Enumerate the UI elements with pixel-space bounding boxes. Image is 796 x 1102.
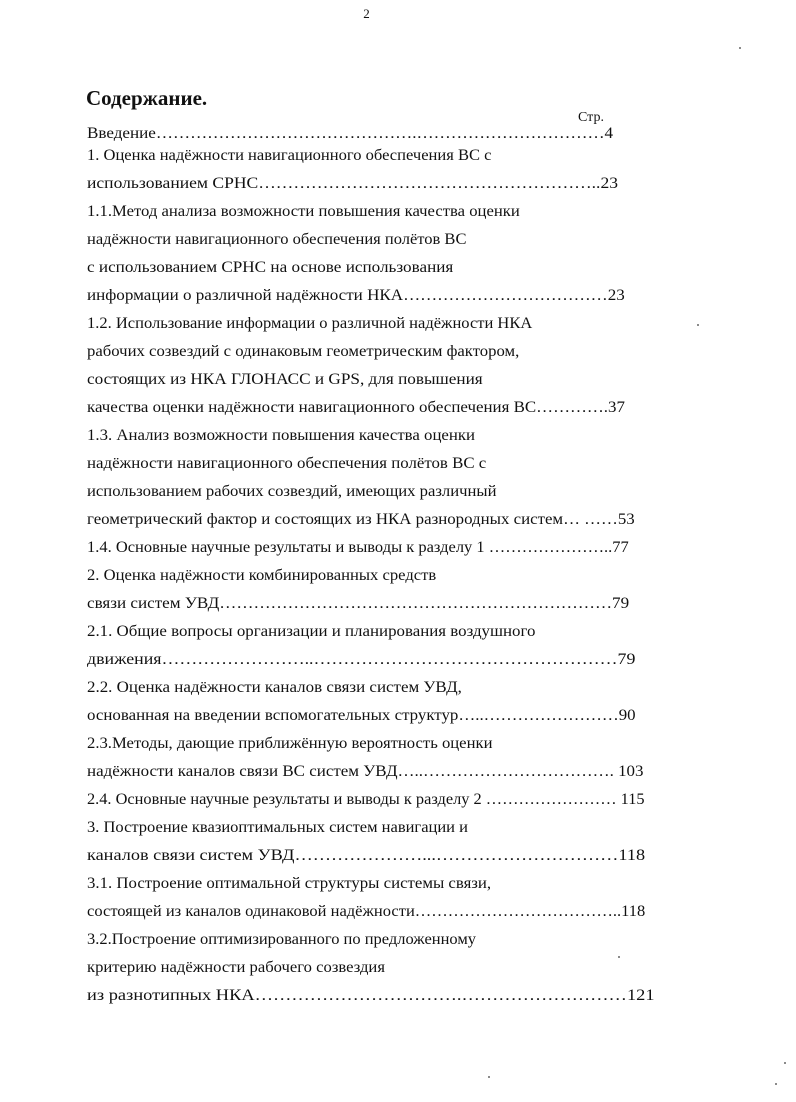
toc-line: 3.1. Построение оптимальной структуры системы связи, bbox=[87, 875, 492, 892]
toc-line: 2.4. Основные научные результаты и выводы к разделу 2 …………………… 115 bbox=[87, 791, 645, 808]
toc-line: основанная на введении вспомогательных структур…..……………………90 bbox=[87, 707, 636, 724]
toc-line: 1.2. Использование информации о различной надёжности НКА bbox=[87, 315, 533, 332]
toc-line: надёжности навигационного обеспечения полётов ВС с bbox=[87, 455, 487, 472]
toc-line: использованием рабочих созвездий, имеющих различный bbox=[87, 483, 497, 500]
page-title: Содержание. bbox=[86, 86, 208, 110]
scan-speck bbox=[739, 47, 741, 49]
toc-line: 1.1.Метод анализа возможности повышения качества оценки bbox=[87, 203, 520, 220]
toc-line: связи систем УВД……………………………………………………………79 bbox=[87, 595, 630, 612]
scan-speck bbox=[618, 956, 620, 958]
scan-speck bbox=[697, 324, 699, 326]
toc-line: 3. Построение квазиоптимальных систем навигации и bbox=[87, 819, 468, 836]
toc-line: 1. Оценка надёжности навигационного обеспечения ВС с bbox=[87, 147, 492, 164]
toc-line: использованием СРНС…………………………………………………..23 bbox=[87, 175, 619, 192]
toc-line: надёжности каналов связи ВС систем УВД…..……………………………. 103 bbox=[87, 763, 644, 780]
toc-line: из разнотипных НКА…………………………….………………………121 bbox=[87, 987, 655, 1004]
toc-line: каналов связи систем УВД…………………...…………………………118 bbox=[87, 847, 646, 864]
toc-line: качества оценки надёжности навигационного обеспечения ВС………….37 bbox=[87, 399, 625, 416]
scan-speck bbox=[784, 1062, 786, 1064]
toc-line: состоящей из каналов одинаковой надёжности………………………………..118 bbox=[87, 903, 646, 920]
toc-line: 2. Оценка надёжности комбинированных средств bbox=[87, 567, 437, 584]
toc-line: 2.2. Оценка надёжности каналов связи систем УВД, bbox=[87, 679, 462, 696]
toc-line: надёжности навигационного обеспечения полётов ВС bbox=[87, 231, 467, 248]
page-column-header: Стр. bbox=[578, 110, 604, 125]
toc-line: 1.3. Анализ возможности повышения качества оценки bbox=[87, 427, 476, 444]
toc-line: геометрический фактор и состоящих из НКА разнородных систем… ……53 bbox=[87, 511, 635, 528]
toc-line: Введение……………………………………….……………………………4 bbox=[87, 125, 614, 142]
toc-line: движения……………………..……………………………………………79 bbox=[87, 651, 636, 668]
toc-line: 3.2.Построение оптимизированного по предложенному bbox=[87, 931, 477, 948]
scan-speck bbox=[488, 1076, 490, 1078]
toc-line: 1.4. Основные научные результаты и выводы к разделу 1 …………………..77 bbox=[87, 539, 629, 556]
scan-speck bbox=[775, 1083, 777, 1085]
toc-line: 2.3.Методы, дающие приближённую вероятность оценки bbox=[87, 735, 493, 752]
toc-line: с использованием СРНС на основе использования bbox=[87, 259, 454, 276]
toc-line: состоящих из НКА ГЛОНАСС и GPS, для повышения bbox=[87, 371, 483, 388]
page-number: 2 bbox=[363, 6, 370, 21]
toc-line: рабочих созвездий с одинаковым геометрическим фактором, bbox=[87, 343, 520, 360]
toc-line: критерию надёжности рабочего созвездия bbox=[87, 959, 385, 976]
toc-line: 2.1. Общие вопросы организации и планирования воздушного bbox=[87, 623, 536, 640]
toc-line: информации о различной надёжности НКА………………………………23 bbox=[87, 287, 625, 304]
